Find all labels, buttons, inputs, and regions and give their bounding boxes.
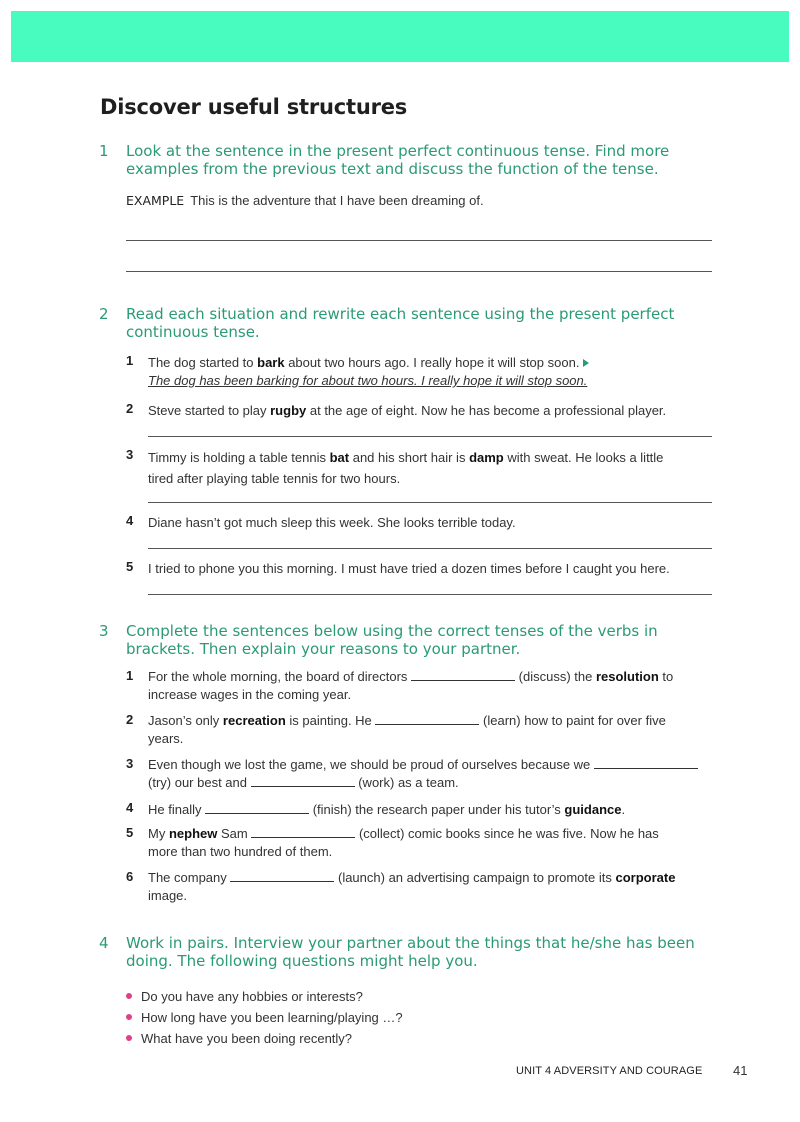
text-span: Sam — [217, 826, 252, 841]
keyword: corporate — [615, 870, 676, 885]
text-span: My — [148, 826, 169, 841]
question-1-heading — [126, 142, 716, 178]
question-1-heading-line-2: examples from the previous text and discuss the function of the tense. — [126, 160, 659, 178]
answer-line[interactable] — [148, 502, 712, 503]
question-3-heading-line-1: Complete the sentences below using the correct tenses of the verbs in — [126, 622, 658, 640]
keyword: guidance — [564, 802, 622, 817]
bullet-icon — [126, 1014, 132, 1020]
q2-item-1-model-answer: The dog has been barking for about two hours. I really hope it will stop soon. — [148, 373, 588, 388]
question-4-heading — [126, 934, 716, 970]
question-2-heading-line-2: continuous tense. — [126, 323, 260, 341]
text-span: increase wages in the coming year. — [148, 687, 352, 702]
q3-item-4-number: 4 — [126, 800, 134, 815]
text-span: Even though we lost the game, we should be proud of ourselves because we — [148, 757, 594, 772]
q3-item-3-number: 3 — [126, 756, 134, 771]
q2-item-4-number: 4 — [126, 513, 134, 528]
header-band — [11, 11, 789, 62]
fill-in-blank[interactable] — [251, 776, 355, 787]
text-span: (launch) an advertising campaign to promote its — [334, 870, 616, 885]
keyword: bat — [329, 450, 350, 465]
bullet-icon — [126, 1035, 132, 1041]
list-item — [126, 1007, 403, 1028]
question-2-heading — [126, 305, 716, 341]
text-span: (try) our best and — [148, 775, 251, 790]
example-text: This is the adventure that I have been dreaming of. — [190, 193, 484, 208]
text-span: Steve started to play — [148, 403, 271, 418]
answer-line[interactable] — [148, 548, 712, 549]
q3-item-6-text — [148, 869, 716, 905]
text-line: tired after playing table tennis for two hours. — [148, 471, 401, 486]
q3-item-6-number: 6 — [126, 869, 134, 884]
question-2-number: 2 — [99, 305, 109, 323]
text-span: more than two hundred of them. — [148, 844, 333, 859]
list-item — [126, 1028, 403, 1049]
q3-item-1-number: 1 — [126, 668, 134, 683]
q2-item-4-text: Diane hasn’t got much sleep this week. She looks terrible today. — [148, 515, 516, 530]
keyword: bark — [257, 355, 285, 370]
q3-item-2-text — [148, 712, 716, 748]
text-span: (learn) how to paint for over five — [479, 713, 666, 728]
question-1-heading-line-1: Look at the sentence in the present perfect continuous tense. Find more — [126, 142, 670, 160]
q2-item-2-text — [148, 401, 716, 420]
q2-item-1-number: 1 — [126, 353, 134, 368]
text-span: and his short hair is — [349, 450, 470, 465]
keyword: recreation — [222, 713, 286, 728]
answer-line[interactable] — [126, 240, 712, 241]
text-span: . — [621, 802, 626, 817]
page-number: 41 — [733, 1063, 748, 1078]
example-sentence — [126, 193, 484, 208]
example-label: EXAMPLE — [126, 193, 185, 208]
q2-item-3-number: 3 — [126, 447, 134, 462]
question-3-heading-line-2: brackets. Then explain your reasons to your partner. — [126, 640, 521, 658]
text-span: (collect) comic books since he was five. Now he has — [355, 826, 659, 841]
q3-item-5-number: 5 — [126, 825, 134, 840]
q3-item-2-number: 2 — [126, 712, 134, 727]
question-1-number: 1 — [99, 142, 109, 160]
question-2-heading-line-1: Read each situation and rewrite each sentence using the present perfect — [126, 305, 675, 323]
keyword: resolution — [595, 669, 659, 684]
text-span: What have you been doing recently? — [141, 1031, 353, 1046]
q2-item-5-number: 5 — [126, 559, 134, 574]
text-span: at the age of eight. Now he has become a professional player. — [306, 403, 667, 418]
q2-item-5-text: I tried to phone you this morning. I must have tried a dozen times before I caught you here. — [148, 561, 670, 576]
text-span: image. — [148, 888, 188, 903]
bullet-icon — [126, 993, 132, 999]
text-span: The dog started to — [148, 355, 258, 370]
play-triangle-icon — [583, 359, 589, 367]
text-span: He finally — [148, 802, 206, 817]
q3-item-3-text — [148, 756, 716, 792]
footer-unit-title: UNIT 4 ADVERSITY AND COURAGE — [516, 1065, 703, 1077]
text-span: (work) as a team. — [354, 775, 459, 790]
fill-in-blank[interactable] — [411, 670, 515, 681]
keyword: rugby — [270, 403, 307, 418]
fill-in-blank[interactable] — [251, 827, 355, 838]
q3-item-1-text — [148, 668, 716, 704]
text-span: years. — [148, 731, 184, 746]
page-title: Discover useful structures — [100, 95, 408, 119]
question-4-heading-line-1: Work in pairs. Interview your partner about the things that he/she has been — [126, 934, 695, 952]
text-span: How long have you been learning/playing …? — [141, 1010, 403, 1025]
text-span: For the whole morning, the board of directors — [148, 669, 412, 684]
question-3-number: 3 — [99, 622, 109, 640]
q2-item-2-number: 2 — [126, 401, 134, 416]
keyword: damp — [469, 450, 504, 465]
question-4-heading-line-2: doing. The following questions might help you. — [126, 952, 478, 970]
question-4-prompts — [126, 986, 403, 1049]
answer-line[interactable] — [148, 436, 712, 437]
text-span: Jason’s only — [148, 713, 223, 728]
q3-item-5-text — [148, 825, 716, 861]
q2-item-3-text — [148, 447, 716, 489]
fill-in-blank[interactable] — [594, 758, 698, 769]
text-span: Do you have any hobbies or interests? — [141, 989, 363, 1004]
text-span: Timmy is holding a table tennis — [148, 450, 330, 465]
text-span: about two hours ago. I really hope it will stop soon. — [284, 355, 580, 370]
text-span: is painting. He — [285, 713, 376, 728]
question-4-number: 4 — [99, 934, 109, 952]
fill-in-blank[interactable] — [375, 714, 479, 725]
text-span: to — [658, 669, 674, 684]
q2-item-1-text — [148, 353, 716, 372]
text-span: with sweat. He looks a little — [503, 450, 664, 465]
text-span: (discuss) the — [515, 669, 596, 684]
answer-line[interactable] — [148, 594, 712, 595]
keyword: nephew — [168, 826, 218, 841]
fill-in-blank[interactable] — [230, 871, 334, 882]
question-3-heading — [126, 622, 716, 658]
answer-line[interactable] — [126, 271, 712, 272]
text-span: The company — [148, 870, 231, 885]
q3-item-4-text — [148, 800, 716, 819]
fill-in-blank[interactable] — [205, 803, 309, 814]
text-span: (finish) the research paper under his tutor’s — [309, 802, 565, 817]
list-item — [126, 986, 403, 1007]
